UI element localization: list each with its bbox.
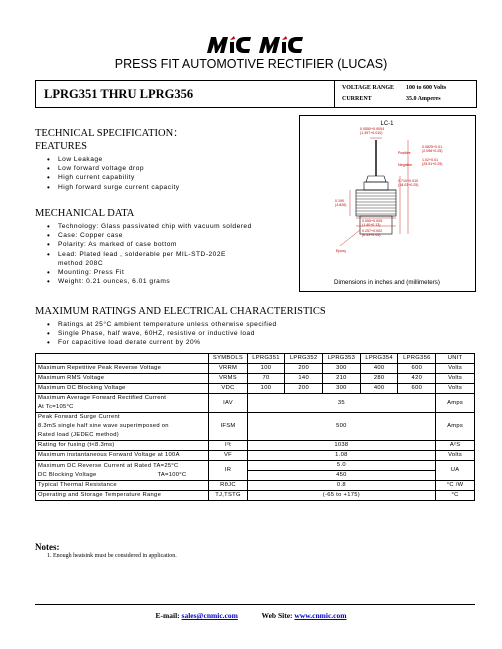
mechanical-item: • Polarity: As marked of case bottom (47, 240, 252, 249)
ratings-heading: MAXIMUM RATINGS AND ELECTRICAL CHARACTERISTICS (35, 306, 326, 317)
email-label: E-mail: (155, 611, 180, 620)
table-header-cell: SYMBOLS (209, 354, 247, 364)
row-description: Operating and Storage Temperature Range (36, 491, 209, 501)
row-value: 0.8 (247, 481, 436, 491)
condition-item: • For capacitive load derate current by 20% (47, 338, 277, 347)
row-description: Maximum DC Blocking Voltage (36, 384, 209, 394)
current-value: 35.0 Amperes (406, 96, 441, 102)
row-symbol: IAV (209, 394, 247, 413)
table-row (36, 481, 475, 491)
row-unit: Amps (436, 394, 475, 413)
row-value: 300 (323, 384, 361, 394)
row-symbol: VRRM (209, 364, 247, 374)
svg-text:(6.53+0.05): (6.53+0.05) (362, 233, 381, 237)
row-unit: A²S (436, 441, 475, 451)
row-symbol: RθJC (209, 481, 247, 491)
ratings-conditions-list (47, 320, 277, 348)
row-value: 1038 (247, 441, 436, 451)
footer (0, 611, 502, 620)
current-label: CURRENT (342, 96, 372, 102)
svg-text:0.190: 0.190 (335, 199, 344, 203)
feature-item: • High current capability (47, 173, 180, 182)
feature-item: • High forward surge current capacity (47, 183, 180, 192)
svg-text:(1.397+0.010): (1.397+0.010) (360, 131, 383, 135)
row-value: 300 (323, 364, 361, 374)
package-drawing (300, 116, 475, 291)
features-heading: FEATURES (35, 141, 87, 152)
row-value: 600 (398, 364, 436, 374)
mechanical-item: • Mounting: Press Fit (47, 268, 252, 277)
svg-text:(2.096+0.25): (2.096+0.25) (422, 149, 443, 153)
row-description: Maximum instantaneous Forward Voltage at 100A (36, 451, 209, 461)
table-row (36, 461, 475, 471)
table-header-row (36, 354, 475, 364)
row-unit: Volts (436, 384, 475, 394)
mechanical-item: • Lead: Plated lead , solderable per MIL-STD-202E (47, 250, 252, 259)
row-description: Maximum Repetitive Peak Reverse Voltage (36, 364, 209, 374)
row-unit: °C (436, 491, 475, 501)
table-row (36, 394, 475, 413)
row-value: 420 (398, 374, 436, 384)
row-value: 400 (360, 384, 398, 394)
row-value: 500 (247, 413, 436, 441)
row-value: 200 (285, 364, 323, 374)
table-row (36, 364, 475, 374)
svg-text:0.0825+0.01: 0.0825+0.01 (422, 145, 443, 149)
row-description: Typical Thermal Resistance (36, 481, 209, 491)
row-symbol: IFSM (209, 413, 247, 441)
mechanical-item: • Case: Copper case (47, 231, 252, 240)
row-value: 210 (323, 374, 361, 384)
table-row (36, 384, 475, 394)
table-row (36, 441, 475, 451)
table-header-cell: LPRG353 (323, 354, 361, 364)
svg-text:0.055+0.005: 0.055+0.005 (362, 219, 383, 223)
feature-item: • Low Leakage (47, 155, 180, 164)
table-header-cell: LPRG354 (360, 354, 398, 364)
table-row (36, 451, 475, 461)
row-value: 1.08 (247, 451, 436, 461)
website-link[interactable]: www.cnmic.com (294, 611, 347, 620)
ratings-table (35, 353, 475, 501)
table-header-cell: UNIT (436, 354, 475, 364)
mechanical-item-continued: method 208C (58, 259, 104, 267)
svg-text:Positive: Positive (398, 151, 411, 155)
mechanical-data-heading: MECHANICAL DATA (35, 208, 135, 219)
row-value: 35 (247, 394, 436, 413)
table-header-cell: LPRG351 (247, 354, 285, 364)
row-value: 100 (247, 364, 285, 374)
document-subtitle: PRESS FIT AUTOMOTIVE RECTIFIER (LUCAS) (114, 57, 388, 71)
svg-text:(18.03+0.25): (18.03+0.25) (398, 183, 419, 187)
package-diagram (299, 115, 476, 292)
svg-text:0.257+0.002: 0.257+0.002 (362, 229, 383, 233)
email-link[interactable]: sales@cnmic.com (181, 611, 238, 620)
row-unit: Volts (436, 364, 475, 374)
row-symbol: VF (209, 451, 247, 461)
row-unit: UA (436, 461, 475, 481)
svg-text:Negative: Negative (398, 163, 413, 167)
row-symbol: TJ,TSTG (209, 491, 247, 501)
row-value: 100 (247, 384, 285, 394)
note-item: 1. Enough heatsink must be considered in application. (47, 553, 177, 559)
row-unit: °C /W (436, 481, 475, 491)
table-header-cell: LPRG356 (398, 354, 436, 364)
feature-item: • Low forward voltage drop (47, 164, 180, 173)
mechanical-item: • Weight: 0.21 ounces, 6.01 grams (47, 277, 252, 286)
table-row (36, 491, 475, 501)
svg-text:0.710+0.010: 0.710+0.010 (398, 179, 419, 183)
mechanical-list (47, 222, 252, 286)
svg-text:(4.826): (4.826) (335, 203, 347, 207)
condition-item: • Ratings at 25°C ambient temperature unless otherwise specified (47, 320, 277, 329)
row-description: Maximum Average Forward Rectified Current At Tc=105°C (36, 394, 209, 413)
row-description: Maximum DC Reverse Current at Rated TA=25°C DC Blocking Voltage TA=100°C (36, 461, 209, 481)
table-row (36, 374, 475, 384)
voltage-range-value: 100 to 600 Volts (406, 85, 447, 91)
row-description: Rating for fusing (t<8.3ms) (36, 441, 209, 451)
company-logo (205, 33, 305, 55)
row-symbol: VRMS (209, 374, 247, 384)
row-symbol: I²t (209, 441, 247, 451)
title-divider (334, 81, 335, 107)
table-row (36, 413, 475, 441)
row-value: 70 (247, 374, 285, 384)
row-value: 450 (247, 471, 436, 481)
row-unit: Amps (436, 413, 475, 441)
svg-text:(1.40+0.13): (1.40+0.13) (362, 223, 381, 227)
row-unit: Volts (436, 374, 475, 384)
title-block (35, 80, 477, 108)
website-label: Web Site: (261, 611, 293, 620)
svg-text:Epoxy: Epoxy (336, 249, 346, 253)
row-value: 140 (285, 374, 323, 384)
svg-text:0.0550+0.0004: 0.0550+0.0004 (360, 127, 385, 131)
row-description: Peak Forward Surge Current 8.3mS single half sine wave superimposed on Rated load (JEDEC method) (36, 413, 209, 441)
row-symbol: VDC (209, 384, 247, 394)
notes-heading: Notes: (35, 542, 60, 552)
svg-text:1.02+0.01: 1.02+0.01 (422, 158, 439, 162)
row-value: 400 (360, 364, 398, 374)
row-unit: Volts (436, 451, 475, 461)
row-value: 600 (398, 384, 436, 394)
footer-divider (35, 604, 475, 605)
package-name: LC-1 (380, 121, 394, 127)
row-value: 5.0 (247, 461, 436, 471)
table-header-cell: LPRG352 (285, 354, 323, 364)
technical-spec-heading: TECHNICAL SPECIFICATION： (35, 128, 184, 139)
row-symbol: IR (209, 461, 247, 481)
voltage-range-label: VOLTAGE RANGE (342, 85, 395, 91)
features-list (47, 155, 180, 192)
row-value: 200 (285, 384, 323, 394)
table-header-cell (36, 354, 209, 364)
svg-text:(25.91+0.25): (25.91+0.25) (422, 162, 443, 166)
part-number-range: LPRG351 THRU LPRG356 (44, 87, 194, 101)
condition-item: • Single Phase, half wave, 60HZ, resistive or inductive load (47, 329, 277, 338)
diagram-caption: Dimensions in inches and (millimeters) (334, 279, 440, 286)
row-description: Maximum RMS Voltage (36, 374, 209, 384)
mechanical-item: • Technology: Glass passivated chip with vacuum soldered (47, 222, 252, 231)
row-value: (-65 to +175) (247, 491, 436, 501)
row-value: 280 (360, 374, 398, 384)
